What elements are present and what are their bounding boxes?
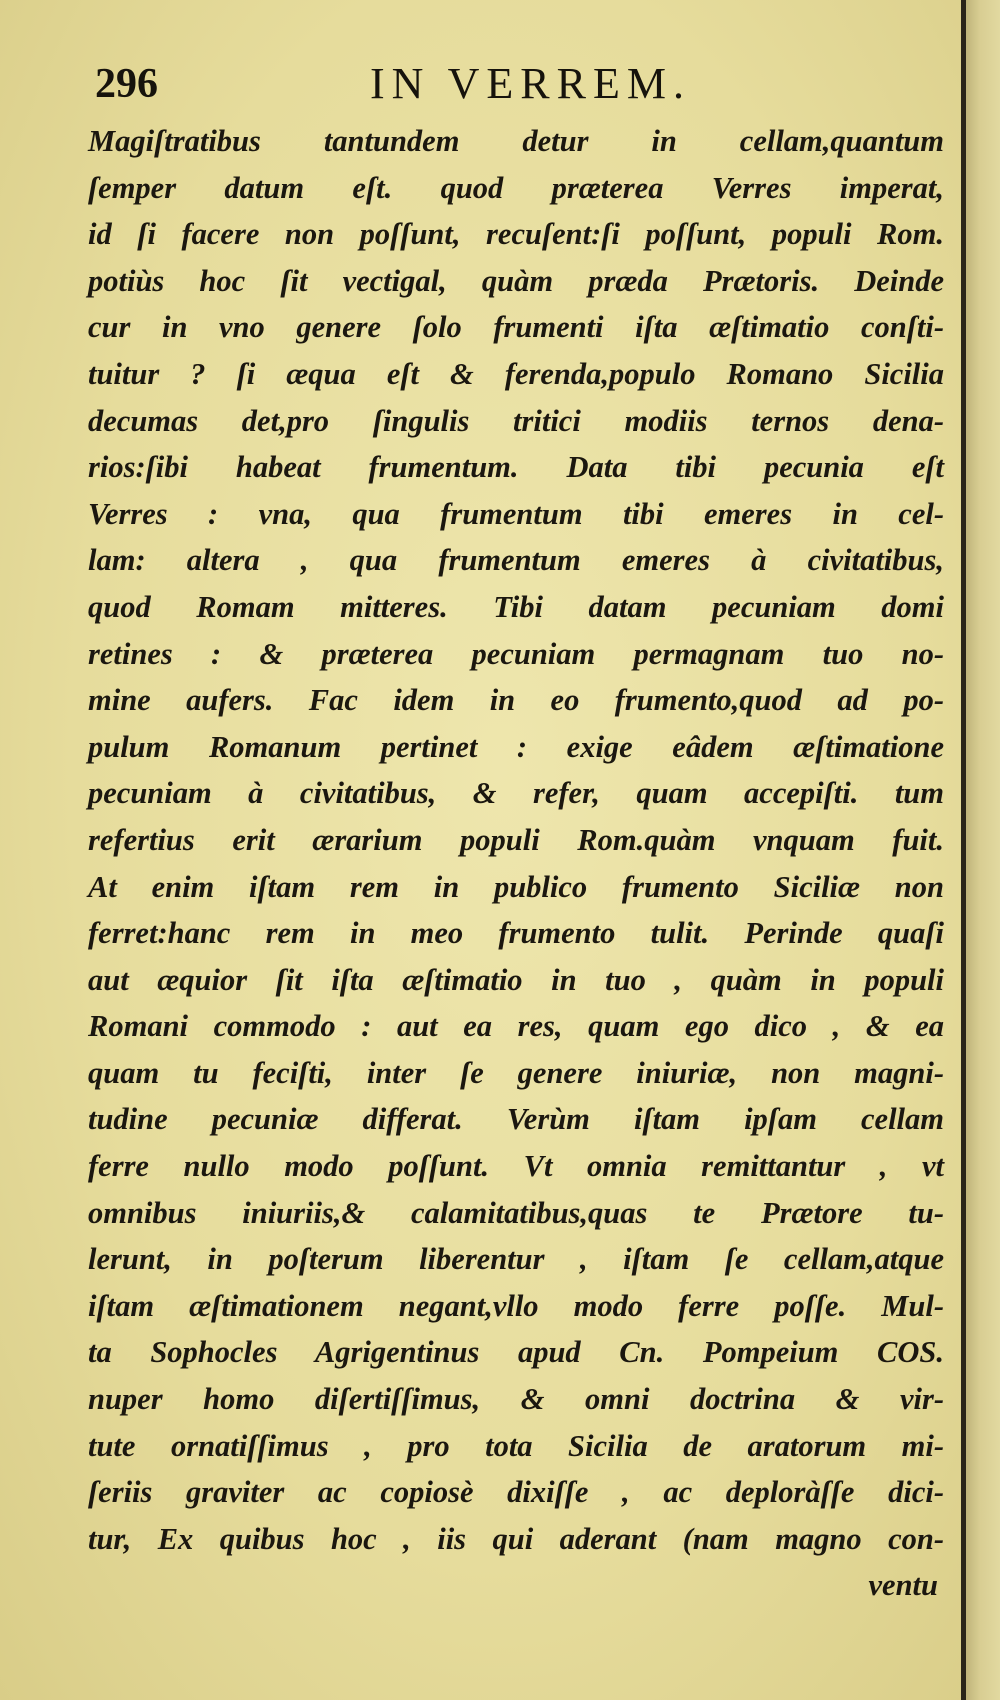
running-head — [95, 58, 935, 110]
text-line: ſemper datum eſt. quod præterea Verres imperat, — [88, 170, 944, 205]
text-line: ferret:hanc rem in meo frumento tulit. Perinde quaſi — [88, 916, 944, 951]
text-line: Romani commodo : aut ea res, quam ego dico , & ea — [88, 1009, 944, 1044]
text-line: pulum Romanum pertinet : exige eâdem æſtimatione — [88, 729, 944, 764]
text-line: ventu — [868, 1568, 938, 1603]
text-line: retines : & præterea pecuniam permagnam tuo no- — [88, 636, 944, 671]
text-line: ſeriis graviter ac copiosè dixiſſe , ac deploràſſe dici- — [88, 1475, 944, 1510]
text-line: tute ornatiſſimus , pro tota Sicilia de aratorum mi- — [88, 1428, 944, 1463]
page-border-rule — [961, 0, 966, 1700]
text-line: At enim iſtam rem in publico frumento Siciliæ non — [88, 869, 944, 904]
text-line: refertius erit ærarium populi Rom.quàm vnquam fuit. — [88, 822, 944, 857]
text-line: cur in vno genere ſolo frumenti iſta æſtimatio conſti- — [88, 310, 944, 345]
text-line: tudine pecuniæ differat. Verùm iſtam ipſam cellam — [88, 1102, 944, 1137]
text-line: quam tu feciſti, inter ſe genere iniuriæ, non magni- — [88, 1055, 944, 1090]
text-line: tuitur ? ſi æqua eſt & ferenda,populo Romano Sicilia — [88, 356, 944, 391]
text-line: mine aufers. Fac idem in eo frumento,quod ad po- — [88, 683, 944, 718]
body-text — [88, 118, 944, 1609]
text-line: potiùs hoc ſit vectigal, quàm præda Prætoris. Deinde — [88, 263, 944, 298]
text-line: lam: altera , qua frumentum emeres à civitatibus, — [88, 543, 944, 578]
text-line: Verres : vna, qua frumentum tibi emeres in cel- — [88, 496, 944, 531]
text-line: Magiſtratibus tantundem detur in cellam,quantum — [88, 124, 944, 158]
page-edge-shadow — [966, 0, 1000, 1700]
text-line: quod Romam mitteres. Tibi datam pecuniam domi — [88, 589, 944, 624]
text-line: omnibus iniuriis,& calamitatibus,quas te Prætore tu- — [88, 1195, 944, 1230]
text-line: id ſi facere non poſſunt, recuſent:ſi poſſunt, populi Rom. — [88, 217, 944, 252]
text-line: lerunt, in poſterum liberentur , iſtam ſe cellam,atque — [88, 1242, 944, 1277]
text-line: ta Sophocles Agrigentinus apud Cn. Pompeium COS. — [88, 1335, 944, 1370]
text-line: iſtam æſtimationem negant,vllo modo ferre poſſe. Mul- — [88, 1288, 944, 1323]
running-title: IN VERREM. — [370, 59, 691, 108]
text-line: decumas det,pro ſingulis tritici modiis ternos dena- — [88, 403, 944, 438]
text-line: ferre nullo modo poſſunt. Vt omnia remittantur , vt — [88, 1149, 944, 1184]
text-line: nuper homo diſertiſſimus, & omni doctrina & vir- — [88, 1382, 944, 1417]
text-line: tur, Ex quibus hoc , iis qui aderant (nam magno con- — [88, 1521, 944, 1556]
text-line: rios:ſibi habeat frumentum. Data tibi pecunia eſt — [88, 450, 944, 485]
page-number: 296 — [95, 61, 158, 107]
text-line: pecuniam à civitatibus, & refer, quam accepiſti. tum — [88, 776, 944, 811]
text-line: aut æquior ſit iſta æſtimatio in tuo , quàm in populi — [88, 962, 944, 997]
